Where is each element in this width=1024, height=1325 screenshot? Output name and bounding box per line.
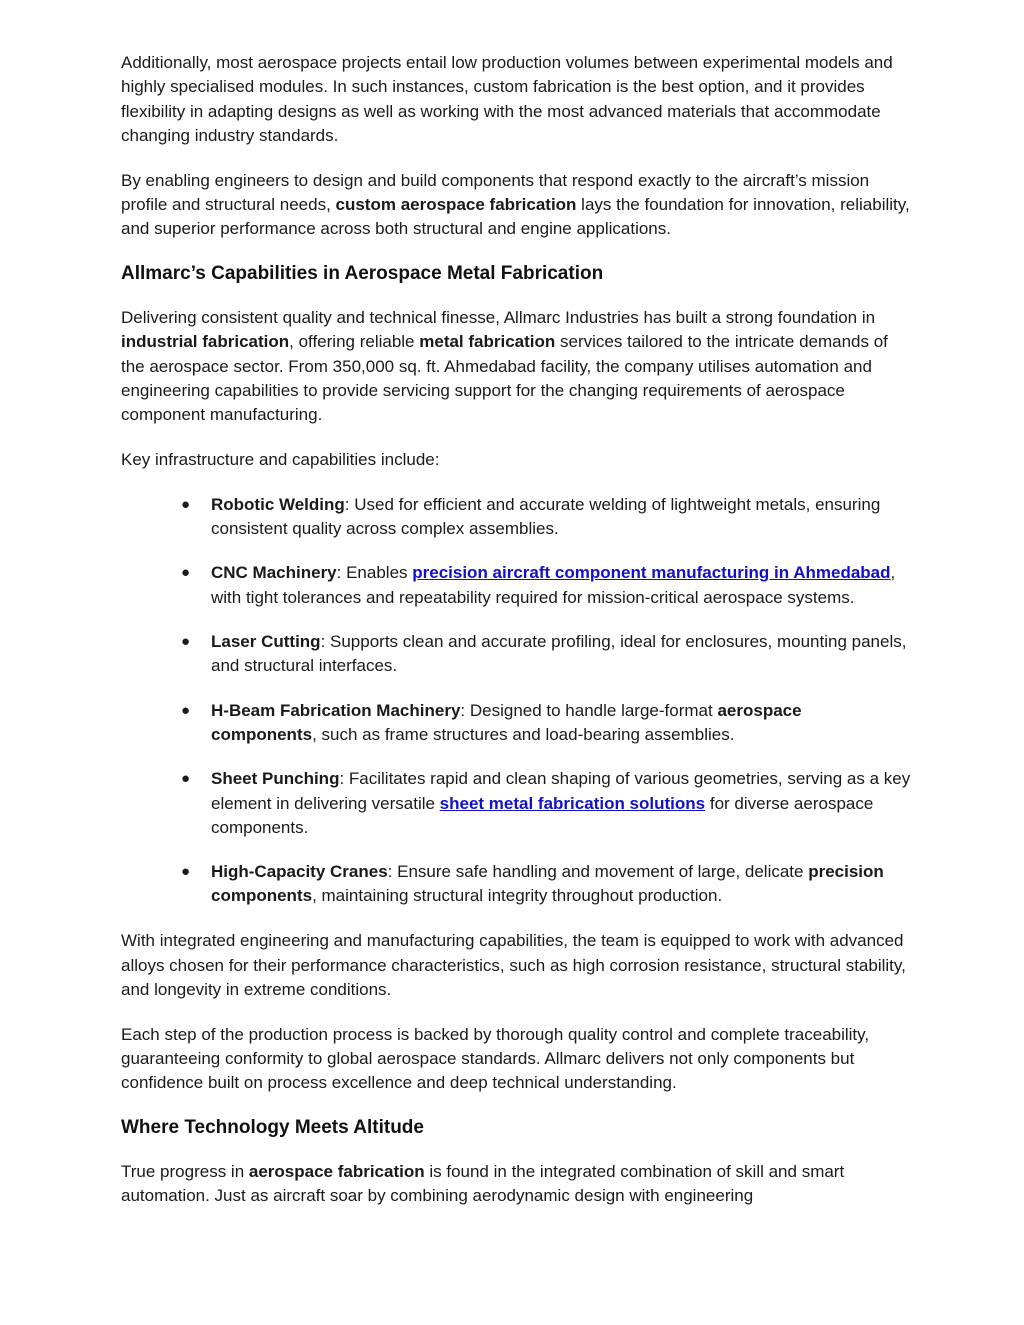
bullet-icon: ● (181, 770, 191, 788)
bullet-icon: ● (181, 863, 191, 881)
list-item-high-capacity-cranes: ● High-Capacity Cranes: Ensure safe handling and movement of large, delicate precision components, maintaining structural integrity throughout production. (181, 862, 884, 906)
keyword-industrial-fabrication: industrial fabrication (121, 332, 290, 352)
list-item-robotic-welding: ● Robotic Welding: Used for efficient and accurate welding of lightweight metals, ensuring consistent quality across complex assemblies. (181, 494, 881, 539)
keyword-custom-aerospace-fabrication: custom aerospace fabrication (335, 194, 577, 214)
capabilities-paragraph-3: With integrated engineering and manufacturing capabilities, the team is equipped to work with advanced alloys chosen for their performance characteristics, such as high corrosion resistance, structural stability, and longevity in extreme conditions. (121, 931, 906, 999)
keyword-aerospace-fabrication: aerospace fabrication (248, 1162, 425, 1181)
bullet-icon: ● (181, 633, 191, 651)
capabilities-paragraph-4: Each step of the production process is backed by thorough quality control and complete traceability, guaranteeing conformity to global aerospace standards. Allmarc delivers not only components but confidence built on process excellence and deep technical understanding. (121, 1024, 870, 1093)
list-item-laser-cutting: ● Laser Cutting: Supports clean and accurate profiling, ideal for enclosures, mounting panels, and structural interfaces. (181, 632, 907, 676)
list-item-cnc-machinery: ● CNC Machinery: Enables precision aircraft component manufacturing in Ahmedabad, with tight tolerances and repeatability required for mission-critical aerospace systems. (181, 563, 896, 607)
list-item-h-beam: ● H-Beam Fabrication Machinery: Designed to handle large-format aerospace components, such as frame structures and load-bearing assemblies. (181, 700, 802, 744)
capabilities-intro-line: Key infrastructure and capabilities include: (121, 450, 440, 470)
bullet-icon: ● (181, 495, 191, 513)
list-item-sheet-punching: ● Sheet Punching: Facilitates rapid and clean shaping of various geometries, serving as a key element in delivering versatile sheet metal fabrication solutions for diverse aerospace components. (181, 769, 911, 837)
precision-aircraft-link[interactable]: precision aircraft component manufacturing in Ahmedabad (412, 563, 891, 583)
intro-paragraph-2: By enabling engineers to design and build components that respond exactly to the aircraft’s mission profile and structural needs, custom aerospace fabrication lays the foundation for innovation, reliability, and superior performance across both structural and engine applications. (121, 170, 910, 239)
capabilities-list (121, 493, 911, 909)
bullet-icon: ● (181, 701, 191, 719)
keyword-metal-fabrication: metal fabrication (419, 332, 556, 352)
intro-paragraph-1: Additionally, most aerospace projects entail low production volumes between experimental models and highly specialised modules. In such instances, custom fabrication is the best option, and it provides flexibility in adapting designs as well as working with the most advanced materials that accommodate changing industry standards. (121, 53, 893, 145)
capabilities-paragraph-1: Delivering consistent quality and technical finesse, Allmarc Industries has built a strong foundation in industrial fabrication, offering reliable metal fabrication services tailored to the intricate demands of the aerospace sector. From 350,000 sq. ft. Ahmedabad facility, the company utilises automation and engineering capabilities to provide servicing support for the changing requirements of aerospace component manufacturing. (121, 308, 888, 425)
document-page (121, 51, 911, 1229)
section-heading-technology: Where Technology Meets Altitude (121, 1117, 424, 1138)
bullet-icon: ● (181, 564, 191, 582)
sheet-metal-fabrication-link[interactable]: sheet metal fabrication solutions (439, 793, 706, 813)
technology-paragraph-1: True progress in aerospace fabrication is found in the integrated combination of skill and smart automation. Just as aircraft soar by combining aerodynamic design with engineering (121, 1162, 845, 1206)
section-heading-capabilities: Allmarc’s Capabilities in Aerospace Metal Fabrication (121, 263, 604, 285)
